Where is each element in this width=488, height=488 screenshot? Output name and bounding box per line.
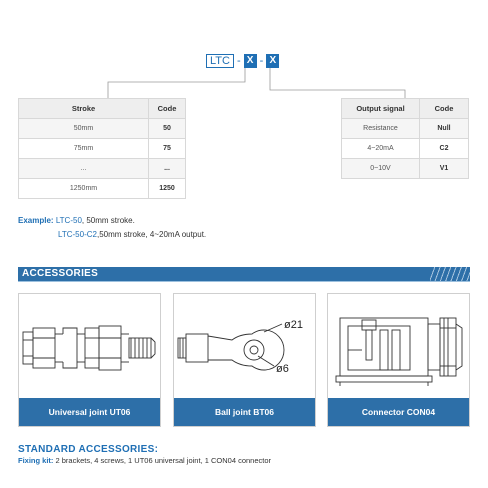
standard-accessories-title: STANDARD ACCESSORIES: — [18, 444, 159, 455]
example-text-1: , 50mm stroke. — [81, 216, 135, 225]
model-slot-output: X — [266, 54, 279, 68]
table-cell: Resistance — [342, 119, 420, 139]
accessory-label: Universal joint UT06 — [19, 398, 160, 426]
accessory-card-ball-joint — [173, 293, 316, 427]
accessory-card-connector — [327, 293, 470, 427]
table-cell: 0~10V — [342, 159, 420, 179]
table-cell: 75mm — [19, 139, 149, 159]
ball-joint-drawing — [174, 294, 315, 398]
table-header: Code — [149, 99, 186, 119]
table-row — [342, 139, 469, 159]
accessory-card-universal-joint — [18, 293, 161, 427]
table-cell: 50mm — [19, 119, 149, 139]
ball-joint-dimension-outer: ø21 — [284, 319, 303, 331]
accessory-label: Ball joint BT06 — [174, 398, 315, 426]
table-cell: C2 — [420, 139, 469, 159]
output-signal-table — [341, 98, 469, 179]
banner-divider — [18, 281, 470, 282]
stroke-table — [18, 98, 186, 199]
accessories-title: ACCESSORIES — [22, 268, 99, 279]
table-cell: 1250 — [149, 179, 186, 199]
universal-joint-drawing — [19, 294, 160, 398]
example-line-1 — [18, 214, 206, 228]
accessories-banner — [18, 267, 470, 281]
example-label: Example: — [18, 216, 54, 225]
model-code — [206, 54, 279, 68]
model-slot-stroke: X — [244, 54, 257, 68]
table-header: Output signal — [342, 99, 420, 119]
table-header-row — [19, 99, 186, 119]
model-separator: - — [236, 55, 241, 67]
model-base: LTC — [206, 54, 234, 68]
table-header: Code — [420, 99, 469, 119]
banner-stripes — [430, 267, 470, 281]
table-cell: 50 — [149, 119, 186, 139]
table-row — [19, 139, 186, 159]
table-cell: 1250mm — [19, 179, 149, 199]
table-cell: 4~20mA — [342, 139, 420, 159]
table-cell: Null — [420, 119, 469, 139]
example-code-2: LTC-50-C2 — [58, 230, 97, 239]
example-text-2: ,50mm stroke, 4~20mA output. — [96, 230, 207, 239]
example-code-1: LTC-50 — [55, 216, 82, 225]
fixing-kit-line — [18, 456, 271, 465]
connector-drawing — [328, 294, 469, 398]
table-cell: 75 — [149, 139, 186, 159]
fixing-kit-text: 2 brackets, 4 screws, 1 UT06 universal joint, 1 CON04 connector — [53, 456, 272, 465]
table-header-row — [342, 99, 469, 119]
model-separator: - — [259, 55, 264, 67]
fixing-kit-label: Fixing kit: — [18, 456, 54, 465]
table-header: Stroke — [19, 99, 149, 119]
table-cell: ... — [19, 159, 149, 179]
table-row — [342, 159, 469, 179]
table-cell: V1 — [420, 159, 469, 179]
table-row — [19, 179, 186, 199]
table-row — [19, 159, 186, 179]
ball-joint-dimension-inner: ø6 — [276, 363, 289, 375]
table-row — [19, 119, 186, 139]
example-line-2 — [18, 228, 206, 242]
accessory-label: Connector CON04 — [328, 398, 469, 426]
table-row — [342, 119, 469, 139]
example-block — [18, 214, 206, 242]
table-cell: ... — [149, 159, 186, 179]
